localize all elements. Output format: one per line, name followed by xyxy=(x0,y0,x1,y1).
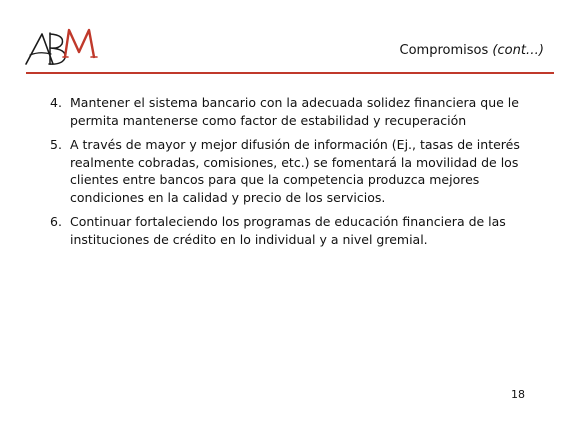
list-item xyxy=(50,213,520,248)
list-item xyxy=(50,136,520,206)
abm-logo-mark xyxy=(22,24,102,74)
item-number: 6. xyxy=(50,214,62,229)
header-divider xyxy=(26,72,554,74)
commitments-list xyxy=(50,94,520,255)
slide-title-suffix: (cont…) xyxy=(492,43,544,58)
slide-title xyxy=(400,43,544,58)
item-number: 5. xyxy=(50,137,62,152)
item-number: 4. xyxy=(50,95,62,110)
item-text: Mantener el sistema bancario con la adecuada solidez financiera que le permita mantenerse como factor de estabilidad y recuperación xyxy=(70,95,519,128)
slide-title-text: Compromisos xyxy=(399,43,489,58)
list-item xyxy=(50,94,520,129)
abm-logo xyxy=(22,24,102,74)
page-number: 18 xyxy=(511,388,525,401)
item-text: A través de mayor y mejor difusión de información (Ej., tasas de interés realmente cobradas, comisiones, etc.) se fomentará la movilidad de los clientes entre bancos para que la competencia produzca mejores condiciones en la calidad y precio de los servicios. xyxy=(70,137,520,205)
item-text: Continuar fortaleciendo los programas de educación financiera de las instituciones de crédito en lo individual y a nivel gremial. xyxy=(70,214,506,247)
